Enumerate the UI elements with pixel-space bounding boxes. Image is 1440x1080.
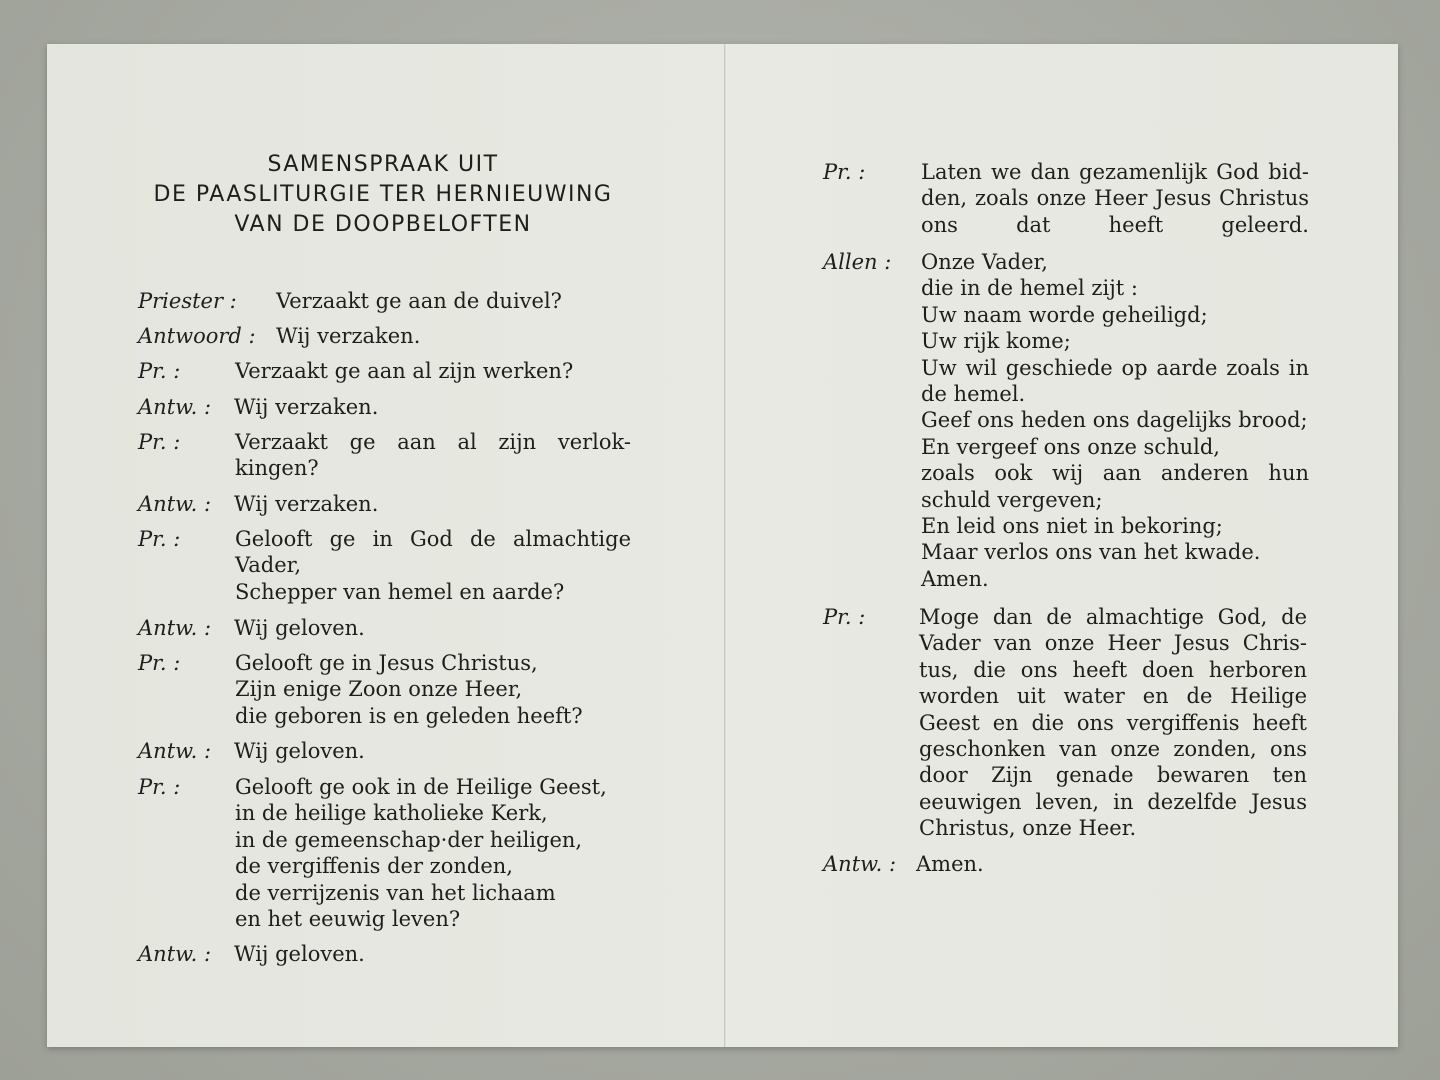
text-line: tus, die ons heeft doen herboren bbox=[919, 657, 1307, 682]
text-line: En vergeef ons onze schuld, bbox=[921, 434, 1220, 459]
text-line: den, zoals onze Heer Jesus Christus bbox=[921, 186, 1309, 211]
speaker-label: Priester : bbox=[138, 289, 237, 313]
text-line: de hemel. bbox=[921, 382, 1026, 407]
text-line: Verzaakt ge aan de duivel? bbox=[276, 289, 562, 313]
dialogue-text bbox=[234, 941, 365, 967]
speaker-label: Antw. : bbox=[138, 739, 212, 763]
text-line: de vergiffenis der zonden, bbox=[235, 854, 513, 879]
text-line: Maar verlos ons van het kwade. bbox=[921, 540, 1261, 565]
speaker-label: Pr. : bbox=[823, 605, 866, 629]
title-line-1: SAMENSPRAAK UIT bbox=[267, 152, 499, 177]
text-line: Amen. bbox=[921, 566, 989, 591]
dialogue-text bbox=[235, 429, 631, 482]
dialogue-text bbox=[919, 604, 1307, 842]
text-line: geschonken van onze zonden, ons bbox=[919, 737, 1307, 762]
text-line: in de gemeenschap·der heiligen, bbox=[235, 827, 583, 852]
text-line: Geef ons heden ons dagelijks brood; bbox=[921, 408, 1308, 433]
dialogue-text bbox=[921, 249, 1309, 592]
text-line: Verzaakt ge aan al zijn verlok- bbox=[235, 430, 631, 454]
text-line: Wij geloven. bbox=[234, 616, 365, 640]
speaker-label: Allen : bbox=[823, 250, 892, 274]
text-line: en het eeuwig leven? bbox=[235, 907, 461, 932]
speaker-label: Pr. : bbox=[138, 430, 181, 454]
page-title bbox=[100, 150, 666, 240]
speaker-label: Antw. : bbox=[138, 616, 212, 640]
text-line: door Zijn genade bewaren ten bbox=[919, 763, 1307, 788]
text-line: Vader, bbox=[235, 553, 302, 578]
dialogue-text bbox=[916, 851, 984, 877]
dialogue-text bbox=[235, 774, 607, 932]
dialogue-text bbox=[235, 358, 573, 384]
speaker-label: Pr. : bbox=[823, 160, 866, 184]
text-line: Uw wil geschiede op aarde zoals in bbox=[921, 355, 1309, 380]
text-line: Uw rijk kome; bbox=[921, 329, 1071, 354]
speaker-label: Antwoord : bbox=[138, 324, 256, 348]
text-line: worden uit water en de Heilige bbox=[919, 684, 1307, 709]
text-line: Wij verzaken. bbox=[234, 395, 379, 419]
dialogue-text bbox=[921, 159, 1309, 238]
text-line: Christus, onze Heer. bbox=[919, 816, 1137, 841]
speaker-label: Pr. : bbox=[138, 359, 181, 383]
speaker-label: Antw. : bbox=[823, 852, 897, 876]
text-line: ons dat heeft geleerd. bbox=[921, 212, 1309, 237]
dialogue-text bbox=[235, 650, 583, 729]
text-line: Onze Vader, bbox=[921, 250, 1048, 274]
title-line-3: VAN DE DOOPBELOFTEN bbox=[234, 212, 532, 237]
text-line: in de heilige katholieke Kerk, bbox=[235, 801, 548, 826]
dialogue-text bbox=[234, 738, 365, 764]
dialogue-text bbox=[276, 323, 420, 349]
text-line: Wij geloven. bbox=[234, 739, 365, 763]
text-line: Gelooft ge in Jesus Christus, bbox=[235, 651, 538, 675]
text-line: Wij geloven. bbox=[234, 942, 365, 966]
text-line: kingen? bbox=[235, 456, 319, 481]
speaker-label: Antw. : bbox=[138, 942, 212, 966]
text-line: Laten we dan gezamenlijk God bid- bbox=[921, 160, 1309, 184]
text-line: Wij verzaken. bbox=[276, 324, 421, 348]
title-line-2: DE PAASLITURGIE TER HERNIEUWING bbox=[153, 182, 613, 207]
speaker-label: Pr. : bbox=[138, 527, 181, 551]
speaker-label: Antw. : bbox=[138, 492, 212, 516]
text-line: Gelooft ge in God de almachtige bbox=[235, 527, 631, 551]
speaker-label: Pr. : bbox=[138, 775, 181, 799]
dialogue-text bbox=[234, 615, 365, 641]
dialogue-text bbox=[235, 526, 631, 605]
text-line: die in de hemel zijt : bbox=[921, 276, 1138, 301]
dialogue-text bbox=[234, 491, 378, 517]
text-line: Moge dan de almachtige God, de bbox=[919, 605, 1307, 629]
dialogue-text bbox=[276, 288, 562, 314]
text-line: Schepper van hemel en aarde? bbox=[235, 579, 565, 604]
text-line: schuld vergeven; bbox=[921, 487, 1103, 512]
text-line: Amen. bbox=[916, 852, 984, 876]
text-line: Vader van onze Heer Jesus Chris- bbox=[919, 631, 1307, 656]
text-line: die geboren is en geleden heeft? bbox=[235, 703, 583, 728]
text-line: Gelooft ge ook in de Heilige Geest, bbox=[235, 775, 607, 799]
dialogue-text bbox=[234, 394, 378, 420]
text-line: Geest en die ons vergiffenis heeft bbox=[919, 710, 1307, 735]
text-line: de verrijzenis van het lichaam bbox=[235, 880, 556, 905]
text-line: zoals ook wij aan anderen hun bbox=[921, 461, 1309, 486]
text-line: Zijn enige Zoon onze Heer, bbox=[235, 677, 523, 702]
text-line: Uw naam worde geheiligd; bbox=[921, 302, 1208, 327]
text-line: Verzaakt ge aan al zijn werken? bbox=[235, 359, 574, 383]
card-fold-crease bbox=[724, 44, 727, 1047]
text-line: eeuwigen leven, in dezelfde Jesus bbox=[919, 789, 1307, 814]
speaker-label: Pr. : bbox=[138, 651, 181, 675]
text-line: En leid ons niet in bekoring; bbox=[921, 514, 1223, 539]
speaker-label: Antw. : bbox=[138, 395, 212, 419]
text-line: Wij verzaken. bbox=[234, 492, 379, 516]
